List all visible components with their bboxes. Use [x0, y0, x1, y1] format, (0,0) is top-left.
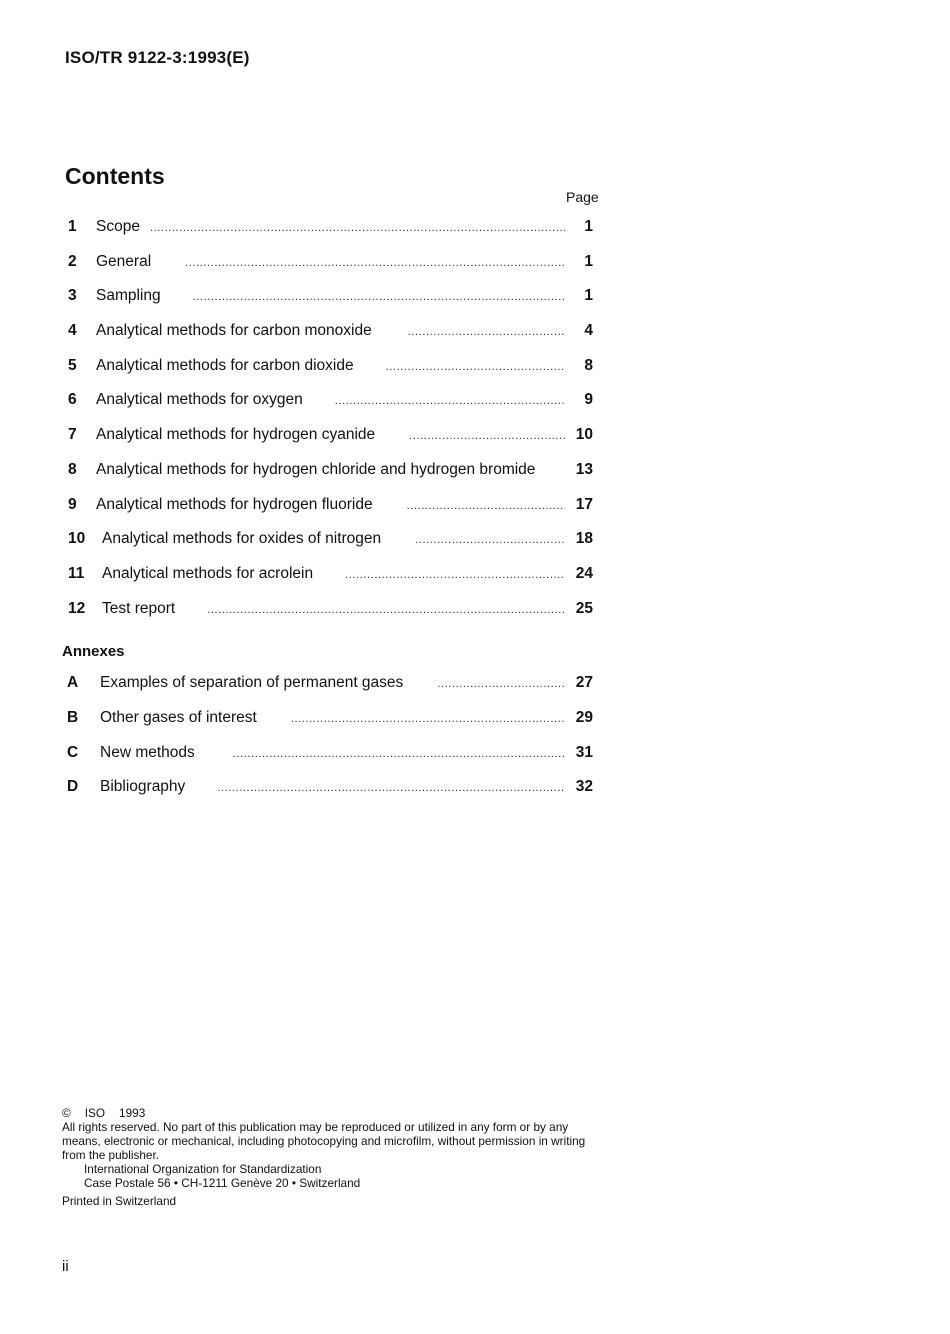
- dot-leader: [386, 361, 565, 373]
- toc-entry-title: Test report: [102, 599, 176, 617]
- toc-entry[interactable]: [62, 600, 598, 635]
- annex-entry-title: Bibliography: [100, 778, 186, 796]
- annex-entry-page: 32: [575, 778, 593, 796]
- dot-leader: [345, 569, 565, 581]
- dot-leader: [217, 782, 565, 794]
- toc-entry-page: 17: [575, 495, 593, 513]
- dot-leader: [335, 395, 565, 407]
- annex-entry-page: 27: [575, 674, 593, 691]
- toc-entry-page: 13: [575, 460, 593, 478]
- page-column-label: Page: [566, 189, 599, 205]
- toc-entry-number: 9: [68, 495, 77, 513]
- toc-entry[interactable]: [62, 218, 598, 253]
- toc-entry-page: 25: [575, 599, 593, 617]
- annex-entry-title: Examples of separation of permanent gases: [100, 674, 404, 691]
- toc-entry[interactable]: [62, 530, 598, 565]
- annex-entry-page: 31: [575, 743, 593, 761]
- toc-entry[interactable]: [62, 426, 598, 461]
- toc-entry[interactable]: [62, 565, 598, 600]
- copyright-line: [62, 1106, 602, 1120]
- page-number: ii: [62, 1258, 69, 1275]
- dot-leader: [291, 713, 565, 725]
- toc-entry-title: Sampling: [96, 287, 161, 305]
- annex-entry-letter: A: [67, 674, 79, 691]
- dot-leader: [185, 257, 565, 269]
- toc-entry-page: 9: [584, 391, 593, 409]
- copyright-year: 1993: [119, 1106, 146, 1120]
- toc-entry-page: 1: [584, 287, 593, 305]
- toc-entry-number: 1: [68, 218, 77, 235]
- organization-address: Case Postale 56 • CH-1211 Genève 20 • Switzerland: [84, 1176, 361, 1190]
- toc-entry-number: 12: [68, 599, 86, 617]
- dot-leader: [207, 604, 565, 616]
- toc-entry-title: General: [96, 252, 152, 270]
- annex-entry[interactable]: [62, 709, 598, 744]
- toc-entry-number: 2: [68, 252, 77, 270]
- toc-entry-title: Analytical methods for carbon monoxide: [96, 322, 372, 340]
- toc-entry-title: Analytical methods for hydrogen chloride and hydrogen bromide: [96, 460, 536, 478]
- toc-entry-page: 10: [575, 426, 593, 444]
- contents-title: Contents: [65, 163, 165, 189]
- annex-entry[interactable]: [62, 744, 598, 779]
- toc-entry-page: 1: [584, 252, 593, 270]
- toc-entry-number: 8: [68, 460, 77, 478]
- printed-in: Printed in Switzerland: [62, 1194, 177, 1208]
- toc-entry-page: 24: [575, 564, 593, 582]
- toc-entry-title: Analytical methods for oxygen: [96, 391, 303, 409]
- dot-leader: [437, 678, 565, 690]
- toc-entry-title: Scope: [96, 218, 140, 235]
- toc-entry-number: 10: [68, 530, 86, 548]
- dot-leader: [233, 748, 565, 760]
- toc-entry-number: 11: [68, 564, 85, 582]
- document-id: ISO/TR 9122-3:1993(E): [65, 48, 250, 67]
- toc-entry-number: 7: [68, 426, 77, 444]
- dot-leader: [407, 500, 565, 512]
- copyright-org: ISO: [84, 1106, 106, 1120]
- toc-entry[interactable]: [62, 287, 598, 322]
- organization-name: International Organization for Standardization: [84, 1162, 322, 1176]
- toc-entry-page: 4: [584, 322, 593, 340]
- annex-entry-letter: D: [67, 778, 79, 796]
- annex-entry[interactable]: [62, 778, 598, 813]
- toc-entry-number: 5: [68, 356, 77, 374]
- annex-entry-letter: C: [67, 743, 79, 761]
- toc-entry[interactable]: [62, 461, 598, 496]
- toc-entry-page: 1: [584, 218, 593, 235]
- annexes-heading: Annexes: [62, 643, 125, 660]
- annex-entry-title: New methods: [100, 743, 195, 761]
- rights-notice: All rights reserved. No part of this publication may be reproduced or utilized in any form or by any means, electronic or mechanical, including photocopying and microfilm, without permission in writing from the publisher.: [62, 1120, 586, 1162]
- toc-entry-title: Analytical methods for acrolein: [102, 564, 314, 582]
- toc-entry[interactable]: [62, 357, 598, 392]
- toc-entry-page: 8: [584, 356, 593, 374]
- dot-leader: [193, 291, 565, 303]
- toc-entry-title: Analytical methods for hydrogen cyanide: [96, 426, 376, 444]
- toc-entry-page: 18: [575, 530, 593, 548]
- toc-entry-number: 3: [68, 287, 77, 305]
- toc-entry-title: Analytical methods for oxides of nitrogen: [102, 530, 382, 548]
- annex-entry-page: 29: [575, 708, 593, 726]
- toc-list: [62, 218, 598, 634]
- annex-entry-title: Other gases of interest: [100, 708, 257, 726]
- dot-leader: [150, 222, 565, 234]
- toc-entry[interactable]: [62, 253, 598, 288]
- toc-entry[interactable]: [62, 322, 598, 357]
- toc-entry-title: Analytical methods for hydrogen fluoride: [96, 495, 373, 513]
- dot-leader: [409, 430, 565, 442]
- annex-entry[interactable]: [62, 674, 598, 709]
- toc-entry-number: 4: [68, 322, 77, 340]
- dot-leader: [415, 534, 565, 546]
- toc-entry[interactable]: [62, 496, 598, 531]
- copyright-footer: [62, 1106, 602, 1208]
- annex-list: [62, 674, 598, 813]
- toc-entry-title: Analytical methods for carbon dioxide: [96, 356, 354, 374]
- annex-entry-letter: B: [67, 708, 79, 726]
- toc-entry[interactable]: [62, 391, 598, 426]
- toc-entry-number: 6: [68, 391, 77, 409]
- copyright-symbol: ©: [62, 1106, 71, 1120]
- dot-leader: [408, 326, 565, 338]
